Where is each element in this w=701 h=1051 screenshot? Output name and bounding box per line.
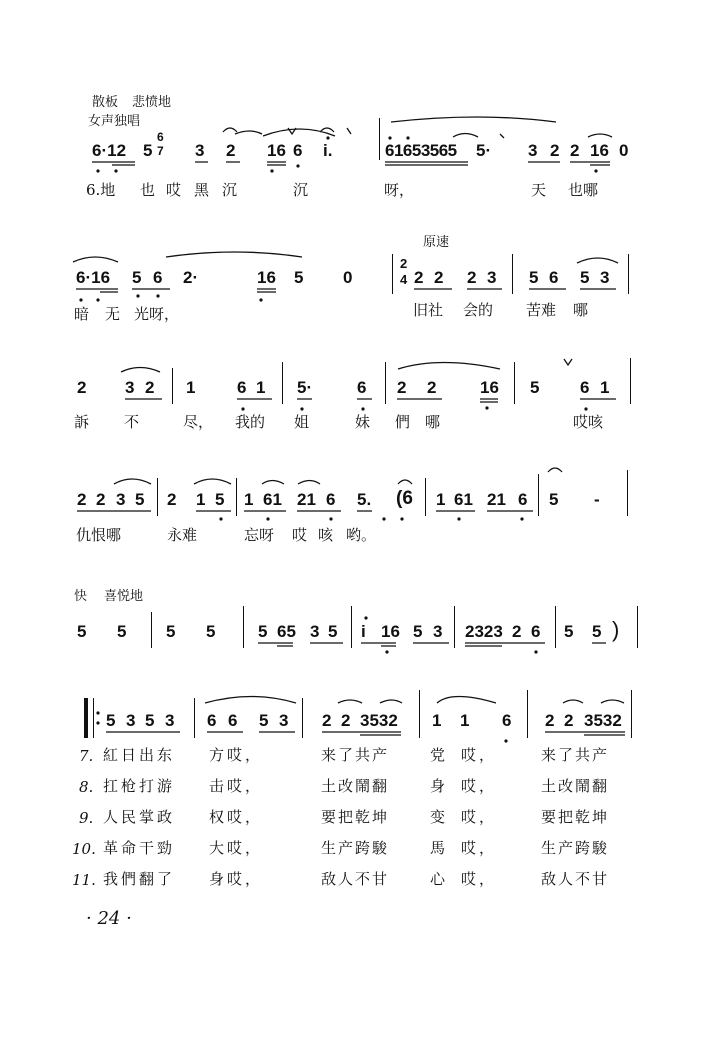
note: 5: [135, 490, 145, 509]
fermata: [223, 128, 562, 472]
lyric: 会的: [463, 301, 494, 319]
tempo-marking: 原速: [423, 235, 450, 250]
time-signature-top: 2: [400, 256, 408, 271]
verse-number: 8.: [79, 778, 94, 796]
lyric: 6.地: [86, 181, 116, 199]
note: 0: [343, 268, 353, 287]
slur: [166, 252, 302, 257]
note: 5: [259, 711, 269, 730]
lyric: 土改鬧翻: [321, 777, 390, 795]
verse-number: 10.: [72, 840, 96, 858]
note: 5: [549, 490, 559, 509]
note: 6: [549, 268, 559, 287]
note: 6: [326, 490, 336, 509]
note: 3: [600, 268, 610, 287]
lyric: 党: [430, 746, 446, 764]
note: 2: [434, 268, 444, 287]
note: 1: [432, 711, 442, 730]
note: 2: [414, 268, 424, 287]
note: 5: [530, 378, 540, 397]
note: 5: [592, 622, 602, 641]
note: 3: [165, 711, 175, 730]
lyric: 永难: [167, 526, 198, 544]
note: 2: [570, 141, 580, 160]
note: 6: [531, 622, 541, 641]
lyric: 哪: [425, 413, 441, 431]
lyric: 沉: [293, 181, 309, 199]
verse-number: 11.: [72, 871, 96, 889]
beam-lines: [258, 643, 606, 646]
note: 1: [436, 490, 446, 509]
note: 2: [226, 141, 236, 160]
note: 21: [487, 490, 506, 509]
close-paren: ): [612, 617, 620, 642]
note: 5: [413, 622, 423, 641]
note: 2: [545, 711, 555, 730]
page-number: · 24 ·: [86, 908, 132, 929]
expression-marking: 喜悦地: [104, 589, 144, 604]
note: 3532: [584, 711, 622, 730]
slur: [380, 700, 402, 703]
note: 3: [310, 622, 320, 641]
note: 1: [244, 490, 254, 509]
lyric: 哎，: [461, 746, 498, 764]
note: 6·12: [92, 141, 127, 160]
lyric: 咳: [318, 526, 334, 544]
note: 16: [590, 141, 609, 160]
lyric: 也: [140, 181, 156, 199]
note: 1: [460, 711, 470, 730]
lyric: 訴: [74, 413, 90, 431]
note: 6: [153, 268, 163, 287]
note: 6: [357, 378, 367, 397]
note-run: 61653565: [385, 141, 457, 160]
lyric: 扛枪打游: [103, 777, 176, 795]
note: 5: [145, 711, 155, 730]
lyric: 权哎，: [209, 808, 264, 826]
slur: [121, 368, 160, 373]
lyric: 变: [430, 808, 446, 826]
note: 3: [487, 268, 497, 287]
note: 2: [145, 378, 155, 397]
slur: [235, 131, 262, 134]
note: 65: [277, 622, 296, 641]
note: 2: [427, 378, 437, 397]
note: 16: [257, 268, 276, 287]
note: 2: [550, 141, 560, 160]
lyric: 哎，: [461, 870, 498, 888]
note: 3: [279, 711, 289, 730]
note: 6: [518, 490, 528, 509]
note: 1: [256, 378, 266, 397]
octave-dots: [79, 136, 597, 742]
lyric: 哎，: [461, 808, 498, 826]
note: 6: [207, 711, 217, 730]
breath-marks: [288, 128, 572, 365]
slur: [391, 117, 556, 122]
beam-lines: [106, 732, 625, 735]
tempo-marking: 快: [74, 589, 88, 604]
lyric: 天: [531, 181, 547, 199]
lyric: 生产跨駿: [541, 839, 610, 857]
note: 2: [341, 711, 351, 730]
lyric: 馬: [430, 839, 446, 857]
lyric: 哎，: [461, 777, 498, 795]
note: 2: [96, 490, 106, 509]
note: 1: [600, 378, 610, 397]
performer-label: 女声独唱: [88, 114, 141, 129]
note: i.: [323, 141, 333, 160]
beam-lines: [76, 289, 616, 292]
note: 2: [467, 268, 477, 287]
note: 61: [263, 490, 282, 509]
slur: [601, 700, 624, 703]
lyric: 击哎，: [209, 777, 264, 795]
note: 6: [228, 711, 238, 730]
lyric: 土改鬧翻: [541, 777, 610, 795]
lyric: 身: [430, 777, 446, 795]
note: 2·: [183, 268, 199, 287]
note: 2: [322, 711, 332, 730]
note: (6: [396, 488, 413, 509]
note: 1: [196, 490, 206, 509]
note: 5: [166, 622, 176, 641]
lyric: 来了共产: [321, 746, 390, 764]
note: 3: [116, 490, 126, 509]
beam-lines: [92, 162, 610, 165]
slur: [577, 258, 618, 263]
lyric: 仇恨哪: [76, 526, 122, 544]
lyric: 我們翻了: [103, 870, 176, 888]
lyric: 哎: [292, 526, 308, 544]
slur: [453, 134, 478, 138]
lyric: 哎: [166, 181, 182, 199]
lyric: 也哪: [568, 181, 599, 199]
lyric: 哪: [573, 301, 589, 319]
note: 2: [167, 490, 177, 509]
lyric: 哟。: [346, 526, 377, 544]
lyric: 身哎，: [209, 870, 264, 888]
lyric: 們: [395, 413, 411, 431]
note: 6·16: [76, 268, 111, 287]
note: 3: [125, 378, 135, 397]
lyric: 人民掌政: [103, 808, 176, 826]
note: 1: [186, 378, 196, 397]
lyric: 呀，: [384, 181, 415, 199]
note: 3: [195, 141, 205, 160]
note: 16: [267, 141, 286, 160]
note: 5: [77, 622, 87, 641]
time-signature-bottom: 4: [400, 272, 408, 287]
note: 61: [454, 490, 473, 509]
lyric: 心: [430, 870, 446, 888]
slur: [114, 479, 151, 484]
note: 5.: [357, 490, 372, 509]
lyric: 敌人不甘: [321, 870, 390, 888]
slur: [262, 481, 284, 485]
tempo-marking: 散板: [92, 95, 119, 110]
note: 5: [117, 622, 127, 641]
slur: [263, 129, 335, 136]
lyric: 来了共产: [541, 746, 610, 764]
note: 6: [237, 378, 247, 397]
lyric: 尽，: [183, 413, 214, 431]
note: 2323: [465, 622, 503, 641]
lyric: 我的: [235, 413, 266, 431]
note: 2: [512, 622, 522, 641]
slur: [338, 700, 362, 703]
note: 6: [293, 141, 303, 160]
note: 0: [619, 141, 629, 160]
note: 16: [480, 378, 499, 397]
beam-lines: [125, 399, 616, 402]
slur: [563, 700, 583, 703]
lyric: 暗: [74, 305, 90, 323]
note: 3: [433, 622, 443, 641]
note: 5: [132, 268, 142, 287]
lyric: 无: [105, 305, 121, 323]
note: 3532: [360, 711, 398, 730]
lyric: 姐: [294, 413, 310, 431]
note: 3: [528, 141, 538, 160]
lyric: 紅日出东: [103, 746, 176, 764]
note: 5: [106, 711, 116, 730]
lyric: 苦难: [526, 301, 557, 319]
note: 2: [564, 711, 574, 730]
lyric: 光呀，: [134, 305, 180, 323]
lyric: 哎，: [461, 839, 498, 857]
note: 6: [580, 378, 590, 397]
note: 16: [381, 622, 400, 641]
slur: [194, 479, 231, 484]
lyric: 要把乾坤: [321, 808, 390, 826]
lyric: 旧社: [413, 301, 444, 319]
lyric: 革命干勁: [103, 839, 176, 857]
slur: [437, 697, 496, 704]
note: i: [361, 622, 366, 641]
note: 5: [564, 622, 574, 641]
lyric: 大哎，: [209, 839, 264, 857]
lyric: 不: [124, 413, 140, 431]
lyric: 黑: [194, 181, 210, 199]
note: 5·: [297, 378, 313, 397]
note: 6: [502, 711, 512, 730]
note: 5: [258, 622, 268, 641]
note: 5: [328, 622, 338, 641]
slur: [298, 481, 320, 485]
expression-marking: 悲愤地: [132, 95, 172, 110]
note: 5: [580, 268, 590, 287]
note: -: [594, 490, 600, 509]
grace-note-upper: 6: [157, 130, 164, 144]
note: 2: [77, 378, 87, 397]
lyric: 生产跨駿: [321, 839, 390, 857]
grace-note-lower: 7: [157, 144, 164, 158]
slur: [398, 363, 500, 370]
note: 5: [529, 268, 539, 287]
note: 21: [297, 490, 316, 509]
note: 2: [77, 490, 87, 509]
lyric: 哎咳: [573, 413, 604, 431]
note: 5·: [476, 141, 492, 160]
lyric: 忘呀: [244, 526, 275, 544]
lyric: 敌人不甘: [541, 870, 610, 888]
slur: [73, 257, 118, 262]
verse-number: 7.: [79, 747, 94, 765]
note: 2: [397, 378, 407, 397]
lyric: 要把乾坤: [541, 808, 610, 826]
slur: [588, 134, 612, 137]
slur: [205, 697, 296, 704]
note: 5: [206, 622, 216, 641]
lyric: 妹: [355, 413, 371, 431]
lyric: 方哎，: [209, 746, 264, 764]
note: 3: [126, 711, 136, 730]
verse-number: 9.: [79, 809, 94, 827]
lyric: 沉: [222, 181, 238, 199]
note: 5: [143, 141, 153, 160]
note: 5: [215, 490, 225, 509]
note: 5: [294, 268, 304, 287]
slur: [398, 480, 412, 484]
